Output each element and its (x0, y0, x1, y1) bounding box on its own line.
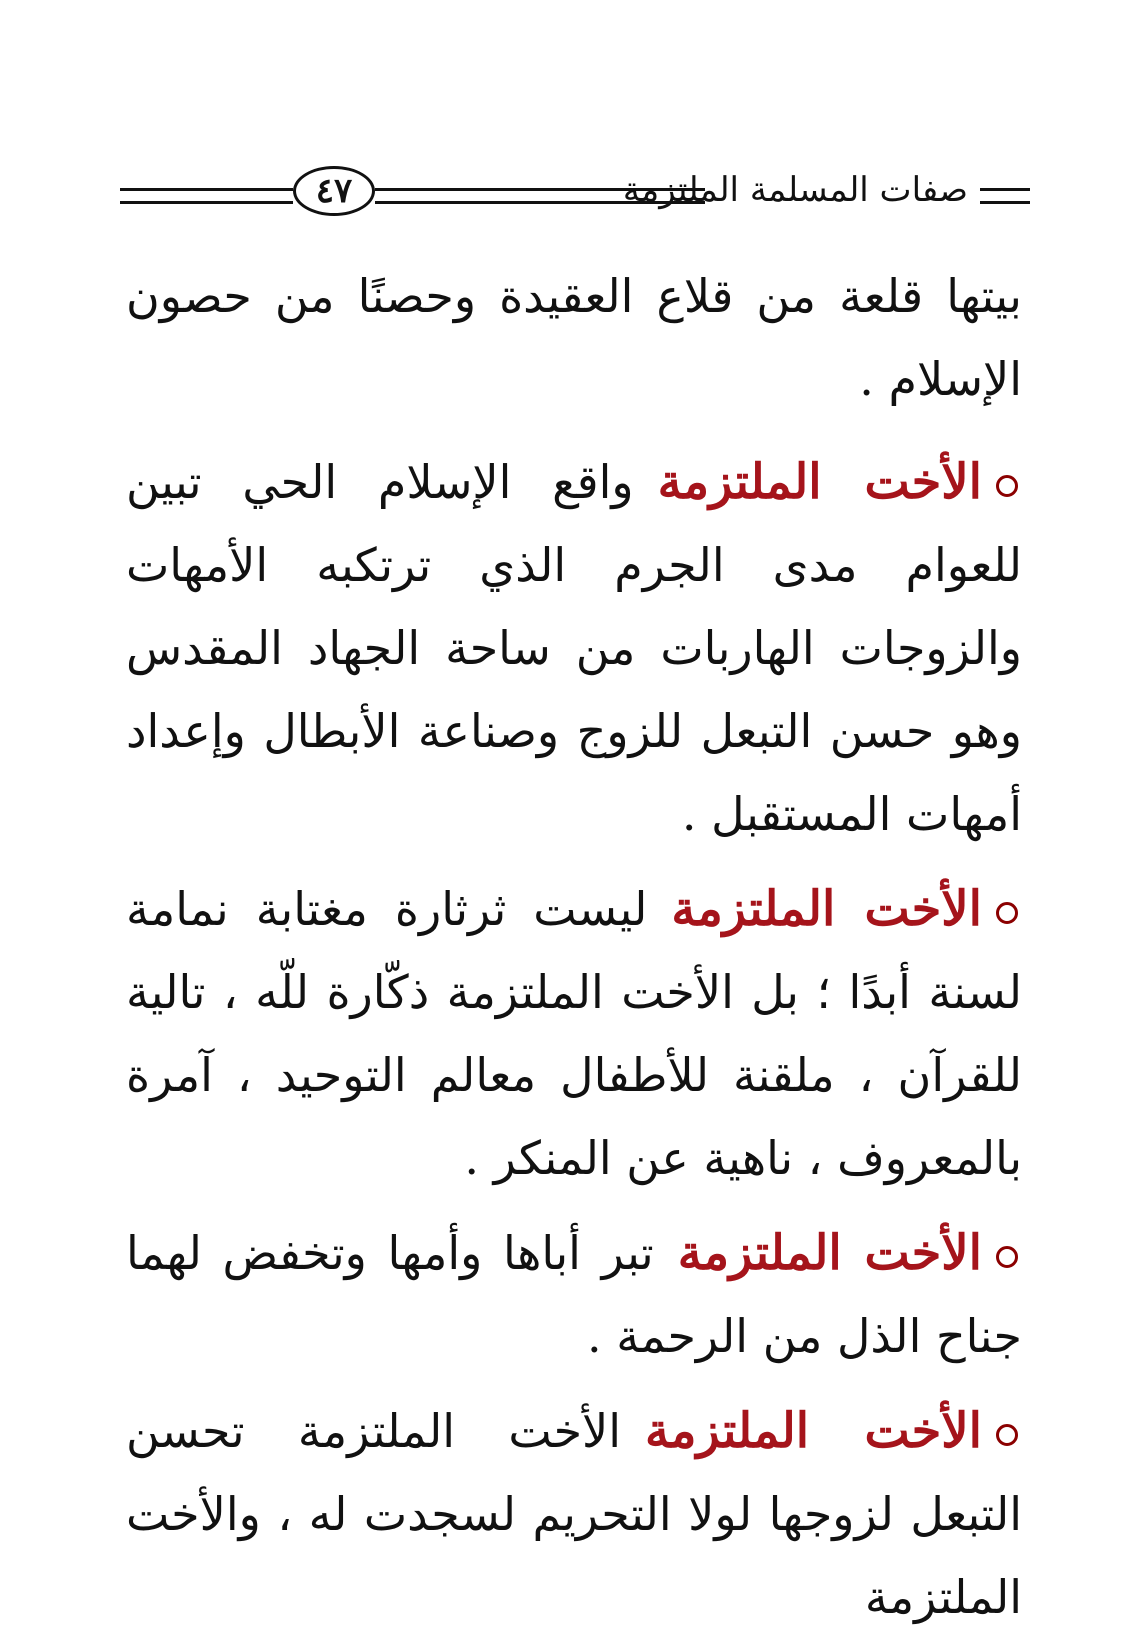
paragraph (126, 441, 1022, 856)
paragraph-lead: الأخت الملتزمة (677, 1225, 982, 1281)
page-number: ٤٧ (315, 171, 353, 211)
paragraph-lead: الأخت الملتزمة (671, 881, 982, 937)
page-body (126, 255, 1022, 1651)
paragraph-lead: الأخت الملتزمة (657, 454, 982, 510)
paragraph (126, 255, 1022, 421)
paragraph (126, 1390, 1022, 1639)
circle-bullet-icon (996, 902, 1018, 924)
header-rule-left (120, 188, 293, 204)
circle-bullet-icon (996, 1246, 1018, 1268)
page-header (120, 158, 1030, 228)
paragraph-text: بيتها قلعة من قلاع العقيدة وحصنًا من حصون الإسلام . (126, 269, 1022, 406)
circle-bullet-icon (996, 475, 1018, 497)
paragraph-text: تبر أباها وأمها وتخفض لهما جناح الذل من الرحمة . (126, 1226, 1022, 1363)
paragraph-text: الأخت الملتزمة تحسن التبعل لزوجها لولا التحريم لسجدت له ، والأخت الملتزمة (126, 1404, 1022, 1624)
paragraph-text: ليست ثرثارة مغتابة نمامة لسنة أبدًا ؛ بل الأخت الملتزمة ذكّارة للّه ، تالية للقرآن ، ملقنة للأطفال معالم التوحيد ، آمرة بالمعروف ، ناهية عن المنكر . (126, 882, 1022, 1185)
header-rule-right (980, 188, 1030, 204)
page-number-badge (293, 166, 375, 216)
running-title: صفات المسلمة الملتزمة (622, 170, 968, 210)
paragraph (126, 1212, 1022, 1378)
header-rule-middle (375, 188, 705, 204)
paragraph-text: واقع الإسلام الحي تبين للعوام مدى الجرم الذي ترتكبه الأمهات والزوجات الهاربات من ساحة الجهاد المقدس وهو حسن التبعل للزوج وصناعة الأبطال وإعداد أمهات المستقبل . (126, 455, 1022, 841)
paragraph (126, 868, 1022, 1200)
paragraph-lead: الأخت الملتزمة (645, 1403, 982, 1459)
circle-bullet-icon (996, 1424, 1018, 1446)
